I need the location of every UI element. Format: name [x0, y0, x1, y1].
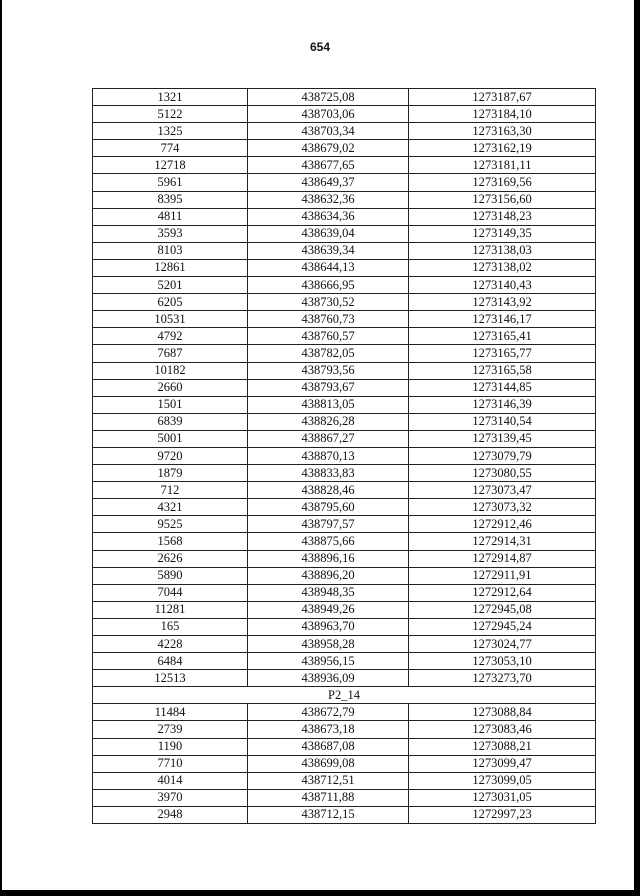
table-row — [93, 550, 596, 567]
point-id-cell: 2948 — [93, 806, 248, 823]
y-coordinate-cell: 1272914,31 — [409, 533, 596, 550]
point-id-cell: 4228 — [93, 636, 248, 653]
scan-border-bottom — [0, 890, 640, 896]
y-coordinate-cell: 1273163,30 — [409, 123, 596, 140]
y-coordinate-cell: 1273148,23 — [409, 208, 596, 225]
table-row — [93, 191, 596, 208]
point-id-cell: 1568 — [93, 533, 248, 550]
x-coordinate-cell: 438639,34 — [248, 242, 409, 259]
x-coordinate-cell: 438813,05 — [248, 396, 409, 413]
table-row — [93, 584, 596, 601]
y-coordinate-cell: 1272912,64 — [409, 584, 596, 601]
y-coordinate-cell: 1273165,41 — [409, 328, 596, 345]
table-row — [93, 379, 596, 396]
table-row — [93, 636, 596, 653]
x-coordinate-cell: 438795,60 — [248, 499, 409, 516]
x-coordinate-cell: 438725,08 — [248, 89, 409, 106]
y-coordinate-cell: 1273073,47 — [409, 482, 596, 499]
table-row — [93, 396, 596, 413]
table-row — [93, 208, 596, 225]
point-id-cell: 2660 — [93, 379, 248, 396]
scan-border-right — [634, 0, 640, 896]
point-id-cell: 2739 — [93, 721, 248, 738]
point-id-cell: 11484 — [93, 704, 248, 721]
x-coordinate-cell: 438639,04 — [248, 225, 409, 242]
y-coordinate-cell: 1273079,79 — [409, 447, 596, 464]
y-coordinate-cell: 1272911,91 — [409, 567, 596, 584]
point-id-cell: 9525 — [93, 516, 248, 533]
point-id-cell: 12861 — [93, 259, 248, 276]
section-label: P2_14 — [93, 687, 596, 704]
x-coordinate-cell: 438797,57 — [248, 516, 409, 533]
x-coordinate-cell: 438760,73 — [248, 311, 409, 328]
x-coordinate-cell: 438870,13 — [248, 447, 409, 464]
y-coordinate-cell: 1273143,92 — [409, 294, 596, 311]
table-row — [93, 174, 596, 191]
x-coordinate-cell: 438896,16 — [248, 550, 409, 567]
y-coordinate-cell: 1273165,77 — [409, 345, 596, 362]
y-coordinate-cell: 1272945,08 — [409, 601, 596, 618]
table-row — [93, 567, 596, 584]
y-coordinate-cell: 1273138,03 — [409, 242, 596, 259]
point-id-cell: 7687 — [93, 345, 248, 362]
x-coordinate-cell: 438703,34 — [248, 123, 409, 140]
point-id-cell: 12513 — [93, 670, 248, 687]
y-coordinate-cell: 1272912,46 — [409, 516, 596, 533]
y-coordinate-cell: 1273162,19 — [409, 140, 596, 157]
y-coordinate-cell: 1273146,39 — [409, 396, 596, 413]
y-coordinate-cell: 1273031,05 — [409, 789, 596, 806]
table-row — [93, 465, 596, 482]
x-coordinate-cell: 438672,79 — [248, 704, 409, 721]
x-coordinate-cell: 438948,35 — [248, 584, 409, 601]
x-coordinate-cell: 438687,08 — [248, 738, 409, 755]
point-id-cell: 6484 — [93, 653, 248, 670]
point-id-cell: 1190 — [93, 738, 248, 755]
y-coordinate-cell: 1272997,23 — [409, 806, 596, 823]
x-coordinate-cell: 438711,88 — [248, 789, 409, 806]
point-id-cell: 1501 — [93, 396, 248, 413]
y-coordinate-cell: 1272945,24 — [409, 618, 596, 635]
x-coordinate-cell: 438677,65 — [248, 157, 409, 174]
y-coordinate-cell: 1273165,58 — [409, 362, 596, 379]
y-coordinate-cell: 1273073,32 — [409, 499, 596, 516]
point-id-cell: 5890 — [93, 567, 248, 584]
table-row — [93, 123, 596, 140]
x-coordinate-cell: 438793,56 — [248, 362, 409, 379]
table-row — [93, 738, 596, 755]
table-row — [93, 447, 596, 464]
point-id-cell: 712 — [93, 482, 248, 499]
table-row — [93, 721, 596, 738]
y-coordinate-cell: 1273181,11 — [409, 157, 596, 174]
y-coordinate-cell: 1273139,45 — [409, 430, 596, 447]
point-id-cell: 4792 — [93, 328, 248, 345]
point-id-cell: 6205 — [93, 294, 248, 311]
point-id-cell: 1321 — [93, 89, 248, 106]
x-coordinate-cell: 438963,70 — [248, 618, 409, 635]
x-coordinate-cell: 438793,67 — [248, 379, 409, 396]
coordinates-table-body — [93, 89, 596, 687]
point-id-cell: 2626 — [93, 550, 248, 567]
table-row — [93, 259, 596, 276]
point-id-cell: 3593 — [93, 225, 248, 242]
y-coordinate-cell: 1273083,46 — [409, 721, 596, 738]
table-row — [93, 328, 596, 345]
x-coordinate-cell: 438679,02 — [248, 140, 409, 157]
x-coordinate-cell: 438949,26 — [248, 601, 409, 618]
y-coordinate-cell: 1273144,85 — [409, 379, 596, 396]
x-coordinate-cell: 438782,05 — [248, 345, 409, 362]
y-coordinate-cell: 1273138,02 — [409, 259, 596, 276]
y-coordinate-cell: 1273156,60 — [409, 191, 596, 208]
point-id-cell: 9720 — [93, 447, 248, 464]
table-row — [93, 413, 596, 430]
x-coordinate-cell: 438703,06 — [248, 106, 409, 123]
y-coordinate-cell: 1273169,56 — [409, 174, 596, 191]
x-coordinate-cell: 438644,13 — [248, 259, 409, 276]
section-row — [93, 687, 596, 704]
table-row — [93, 225, 596, 242]
table-row — [93, 362, 596, 379]
table-row — [93, 772, 596, 789]
x-coordinate-cell: 438833,83 — [248, 465, 409, 482]
table-row — [93, 755, 596, 772]
table-row — [93, 242, 596, 259]
point-id-cell: 5122 — [93, 106, 248, 123]
x-coordinate-cell: 438634,36 — [248, 208, 409, 225]
point-id-cell: 7710 — [93, 755, 248, 772]
page-number: 654 — [309, 40, 331, 54]
point-id-cell: 1879 — [93, 465, 248, 482]
coordinates-table-body-p2-14 — [93, 704, 596, 824]
y-coordinate-cell: 1273149,35 — [409, 225, 596, 242]
y-coordinate-cell: 1273187,67 — [409, 89, 596, 106]
table-row — [93, 157, 596, 174]
x-coordinate-cell: 438760,57 — [248, 328, 409, 345]
x-coordinate-cell: 438699,08 — [248, 755, 409, 772]
scan-border-left — [0, 0, 2, 896]
y-coordinate-cell: 1273140,43 — [409, 277, 596, 294]
point-id-cell: 5001 — [93, 430, 248, 447]
y-coordinate-cell: 1273053,10 — [409, 653, 596, 670]
x-coordinate-cell: 438649,37 — [248, 174, 409, 191]
table-row — [93, 482, 596, 499]
table-row — [93, 533, 596, 550]
y-coordinate-cell: 1273099,47 — [409, 755, 596, 772]
table-row — [93, 618, 596, 635]
table-row — [93, 601, 596, 618]
y-coordinate-cell: 1273088,84 — [409, 704, 596, 721]
x-coordinate-cell: 438875,66 — [248, 533, 409, 550]
table-row — [93, 430, 596, 447]
y-coordinate-cell: 1273080,55 — [409, 465, 596, 482]
point-id-cell: 1325 — [93, 123, 248, 140]
coordinates-table — [92, 88, 596, 824]
x-coordinate-cell: 438673,18 — [248, 721, 409, 738]
table-row — [93, 789, 596, 806]
point-id-cell: 8395 — [93, 191, 248, 208]
point-id-cell: 10182 — [93, 362, 248, 379]
table-row — [93, 106, 596, 123]
x-coordinate-cell: 438666,95 — [248, 277, 409, 294]
table-row — [93, 89, 596, 106]
x-coordinate-cell: 438867,27 — [248, 430, 409, 447]
y-coordinate-cell: 1272914,87 — [409, 550, 596, 567]
x-coordinate-cell: 438826,28 — [248, 413, 409, 430]
x-coordinate-cell: 438712,15 — [248, 806, 409, 823]
point-id-cell: 4014 — [93, 772, 248, 789]
point-id-cell: 7044 — [93, 584, 248, 601]
point-id-cell: 165 — [93, 618, 248, 635]
point-id-cell: 5961 — [93, 174, 248, 191]
table-row — [93, 499, 596, 516]
table-row — [93, 277, 596, 294]
table-row — [93, 806, 596, 823]
point-id-cell: 4321 — [93, 499, 248, 516]
point-id-cell: 8103 — [93, 242, 248, 259]
point-id-cell: 11281 — [93, 601, 248, 618]
x-coordinate-cell: 438956,15 — [248, 653, 409, 670]
point-id-cell: 10531 — [93, 311, 248, 328]
table-row — [93, 140, 596, 157]
y-coordinate-cell: 1273099,05 — [409, 772, 596, 789]
y-coordinate-cell: 1273140,54 — [409, 413, 596, 430]
point-id-cell: 12718 — [93, 157, 248, 174]
y-coordinate-cell: 1273184,10 — [409, 106, 596, 123]
table-row — [93, 516, 596, 533]
table-row — [93, 294, 596, 311]
y-coordinate-cell: 1273088,21 — [409, 738, 596, 755]
point-id-cell: 5201 — [93, 277, 248, 294]
y-coordinate-cell: 1273273,70 — [409, 670, 596, 687]
x-coordinate-cell: 438730,52 — [248, 294, 409, 311]
point-id-cell: 4811 — [93, 208, 248, 225]
table-row — [93, 653, 596, 670]
table-row — [93, 311, 596, 328]
point-id-cell: 6839 — [93, 413, 248, 430]
section-row-group — [93, 687, 596, 704]
y-coordinate-cell: 1273024,77 — [409, 636, 596, 653]
table-row — [93, 670, 596, 687]
y-coordinate-cell: 1273146,17 — [409, 311, 596, 328]
x-coordinate-cell: 438632,36 — [248, 191, 409, 208]
x-coordinate-cell: 438936,09 — [248, 670, 409, 687]
table-row — [93, 704, 596, 721]
x-coordinate-cell: 438958,28 — [248, 636, 409, 653]
table-row — [93, 345, 596, 362]
x-coordinate-cell: 438828,46 — [248, 482, 409, 499]
point-id-cell: 3970 — [93, 789, 248, 806]
x-coordinate-cell: 438712,51 — [248, 772, 409, 789]
x-coordinate-cell: 438896,20 — [248, 567, 409, 584]
point-id-cell: 774 — [93, 140, 248, 157]
